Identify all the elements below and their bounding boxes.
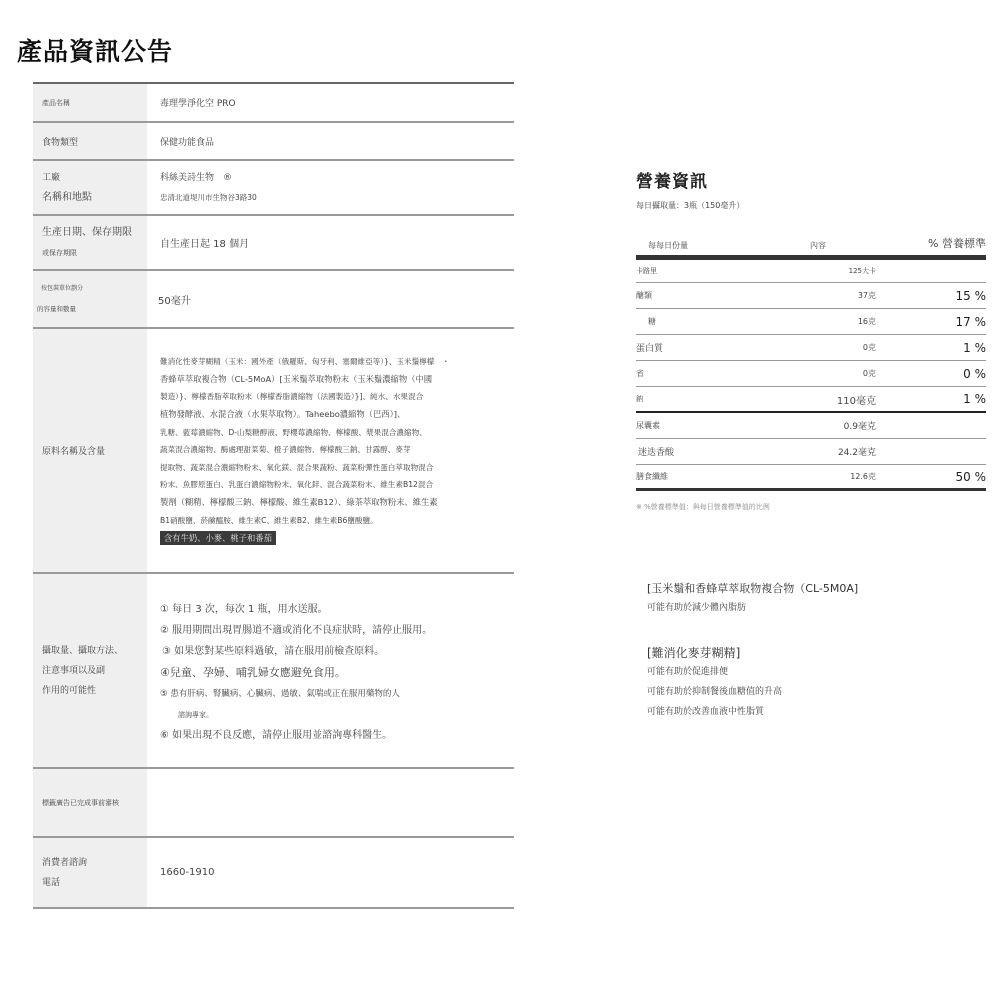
- nutrient-name: 膳食纖維: [636, 472, 668, 481]
- nutrition-row-carbs: [636, 283, 986, 309]
- row-ad-review: [33, 769, 514, 838]
- nutrient-name: 省: [636, 369, 644, 378]
- row-label: [33, 769, 147, 836]
- claim-item: 可能有助於減少體內脂肪: [647, 603, 747, 613]
- nutrient-dv: 1 %: [963, 340, 986, 355]
- label-text: 作用的可能性: [42, 685, 97, 696]
- claim-heading: [難消化麥芽糊精]: [647, 646, 741, 660]
- consumer-phone: 1660-1910: [160, 867, 215, 878]
- header-serving: 每每日份量: [648, 241, 688, 250]
- label-text: 工廠: [42, 172, 61, 183]
- usage-item: ③ 如果您對某些原料過敏，請在服用前檢查原料。: [162, 646, 385, 657]
- nutrient-name: 醣類: [636, 291, 652, 300]
- header-daily-value: % 營養標準: [928, 237, 986, 250]
- nutrient-name: 尿囊素: [636, 421, 660, 430]
- label-text: 食物類型: [42, 137, 79, 148]
- ingredients-line: 植物發酵液、水混合液（水果萃取物）。Taheebo濃縮物（巴西）]、: [160, 409, 406, 420]
- row-label: [33, 161, 147, 214]
- usage-item: ④兒童、孕婦、哺乳婦女應避免食用。: [160, 666, 346, 679]
- row-value: [147, 769, 514, 836]
- row-volume: [33, 271, 514, 329]
- label-text: 標籤廣告已完成事前審核: [42, 798, 119, 807]
- factory-address: 忠清北道堤川市生物谷3路30: [160, 192, 257, 202]
- row-label: [33, 216, 147, 269]
- allergen-badge: 含有牛奶、小麥、桃子和番茄: [160, 531, 276, 545]
- health-claims: [647, 580, 977, 722]
- nutrient-dv: 17 %: [955, 314, 986, 329]
- row-value: [147, 161, 514, 214]
- usage-item: ⑥ 如果出現不良反應，請停止服用並諮詢專科醫生。: [160, 730, 393, 741]
- row-label: [33, 574, 147, 767]
- product-info-table: [33, 82, 514, 909]
- ingredients-line: 難消化性麥芽糊精（玉米：國外產（俄羅斯、匈牙利、塞爾維亞等）}、玉米鬚檸檬 ・: [160, 357, 450, 367]
- nutrient-name: 迷迭香酸: [638, 448, 675, 458]
- page-title: 產品資訊公告: [17, 37, 174, 66]
- food-type: 保健功能食品: [160, 137, 215, 148]
- product-name: 毒理學淨化空 PRO: [160, 99, 236, 109]
- usage-list: [147, 574, 514, 767]
- daily-value-note: ※ %營養標準值：與每日營養標準值的比例: [636, 503, 770, 511]
- nutrition-panel: [636, 167, 986, 512]
- row-value: [147, 123, 514, 159]
- ingredients-line: 製劑（糊精、檸檬酸三鈉、檸檬酸、維生素B12）、綠茶萃取物粉末、維生素: [160, 496, 438, 507]
- row-label: [33, 329, 147, 572]
- nutrition-header: [636, 237, 986, 260]
- nutrient-name: 卡路里: [636, 267, 657, 275]
- usage-item: 諮詢專家。: [178, 711, 213, 719]
- label-text: 的容量和數量: [37, 305, 76, 313]
- nutrient-amount: 12.6克: [850, 472, 876, 481]
- nutrition-row-rosmarinic-acid: [636, 439, 986, 465]
- expiry-value: 自生產日起 18 個月: [160, 239, 250, 250]
- nutrient-amount: 37克: [857, 291, 876, 300]
- nutrient-dv: 1 %: [963, 392, 986, 406]
- claim-heading: [玉米鬚和香蜂草萃取物複合物（CL-5M0A]: [647, 582, 859, 595]
- label-text: 消費者諮詢: [42, 857, 88, 868]
- nutrient-amount: 24.2毫克: [837, 448, 876, 458]
- nutrition-row-allantoin: [636, 413, 986, 439]
- usage-item: ⑤ 患有肝病、腎臟病、心臟病、過敏、氣喘或正在服用藥物的人: [160, 689, 400, 699]
- volume-value: 50毫升: [158, 295, 191, 307]
- nutrition-row-protein: [636, 335, 986, 361]
- row-value: [147, 838, 514, 907]
- nutrition-row-calories: [636, 260, 986, 283]
- label-text: 攝取量、攝取方法、: [42, 645, 124, 656]
- nutrient-amount: 110毫克: [836, 395, 876, 407]
- nutrient-amount: 0克: [862, 369, 876, 378]
- nutrition-title: 營養資訊: [636, 172, 708, 192]
- row-product-name: [33, 84, 514, 123]
- ingredients-line: B1硝酸鹽、菸鹼醯胺、維生素C、維生素B2、維生素B6鹽酸鹽。: [160, 515, 378, 525]
- row-label: [33, 271, 147, 327]
- nutrient-dv: 50 %: [955, 469, 986, 484]
- nutrient-name: 蛋白質: [636, 344, 664, 354]
- nutrient-name: 鈉: [636, 395, 643, 403]
- row-food-type: [33, 123, 514, 161]
- row-label: [33, 84, 147, 121]
- label-text: 生產日期、保存期限: [42, 226, 132, 238]
- ingredients-line: 製造）}、檸檬香脂萃取粉末（檸檬香脂濃縮物（法國製造）}]、純水、水果混合: [160, 392, 424, 402]
- ingredients-line: 蔬菜混合濃縮物、酶處理甜菜菊、橙子濃縮物、檸檬酸三鈉、甘露醇、麥芽: [160, 445, 411, 455]
- nutrient-dv: 0 %: [963, 366, 986, 381]
- serving-size: 每日攝取量：3瓶（150毫升）: [636, 201, 745, 210]
- nutrient-dv: 15 %: [955, 288, 986, 303]
- claim-item: 可能有助於抑制餐後血糖值的升高: [647, 687, 783, 697]
- ingredients-list: [147, 329, 514, 572]
- row-consumer-phone: [33, 838, 514, 909]
- row-usage: [33, 574, 514, 769]
- usage-item: ② 服用期間出現胃腸道不適或消化不良症狀時，請停止服用。: [160, 625, 433, 636]
- nutrient-name: 糖: [648, 317, 656, 326]
- ingredients-line: 提取物、蔬菜混合濃縮物粉末、氧化鎂、混合果蔬粉、蔬菜粉彈性蛋白萃取物混合: [160, 462, 434, 472]
- ingredients-line: 粉末、魚膠原蛋白、乳蛋白濃縮物粉末、氧化鋅、混合蔬菜粉末、維生素B12混合: [160, 480, 434, 490]
- nutrition-row-sodium: [636, 387, 986, 413]
- label-text: 或保存期限: [42, 248, 77, 257]
- nutrient-amount: 125大卡: [848, 267, 876, 275]
- label-text: 原料名稱及含量: [42, 447, 106, 457]
- label-text: 按包裝單位劃分: [41, 285, 84, 292]
- nutrient-amount: 16克: [857, 317, 876, 326]
- ingredients-line: 乳糖、藍莓濃縮物、D-山梨糖醇液、野櫻莓濃縮物、檸檬酸、漿果混合濃縮物、: [160, 427, 427, 437]
- usage-item: ① 每日 3 次，每次 1 瓶，用水送服。: [160, 604, 328, 615]
- row-value: [147, 271, 514, 327]
- row-expiry: [33, 216, 514, 271]
- claim-item: 可能有助於改善血液中性脂質: [647, 707, 765, 717]
- header-content: 內容: [810, 241, 826, 250]
- row-factory: [33, 161, 514, 216]
- label-text: 名稱和地點: [42, 191, 92, 203]
- factory-name: 科絲美詩生物 ®: [160, 172, 233, 183]
- label-text: 電話: [42, 877, 61, 888]
- row-value: [147, 84, 514, 121]
- label-text: 注意事項以及副: [42, 665, 106, 676]
- nutrient-amount: 0克: [862, 343, 876, 352]
- nutrition-row-fat: [636, 361, 986, 387]
- row-label: [33, 838, 147, 907]
- row-ingredients: [33, 329, 514, 574]
- label-text: 產品名稱: [42, 98, 70, 107]
- ingredients-line: 香蜂草萃取複合物（CL-5MoA）[玉米鬚萃取物粉末（玉米鬚濃縮物（中國: [160, 373, 433, 384]
- row-value: [147, 216, 514, 269]
- row-label: [33, 123, 147, 159]
- nutrient-amount: 0.9毫克: [843, 422, 876, 432]
- claim-item: 可能有助於促進排便: [647, 667, 729, 677]
- nutrition-row-sugar: [636, 309, 986, 335]
- nutrition-row-fiber: [636, 465, 986, 491]
